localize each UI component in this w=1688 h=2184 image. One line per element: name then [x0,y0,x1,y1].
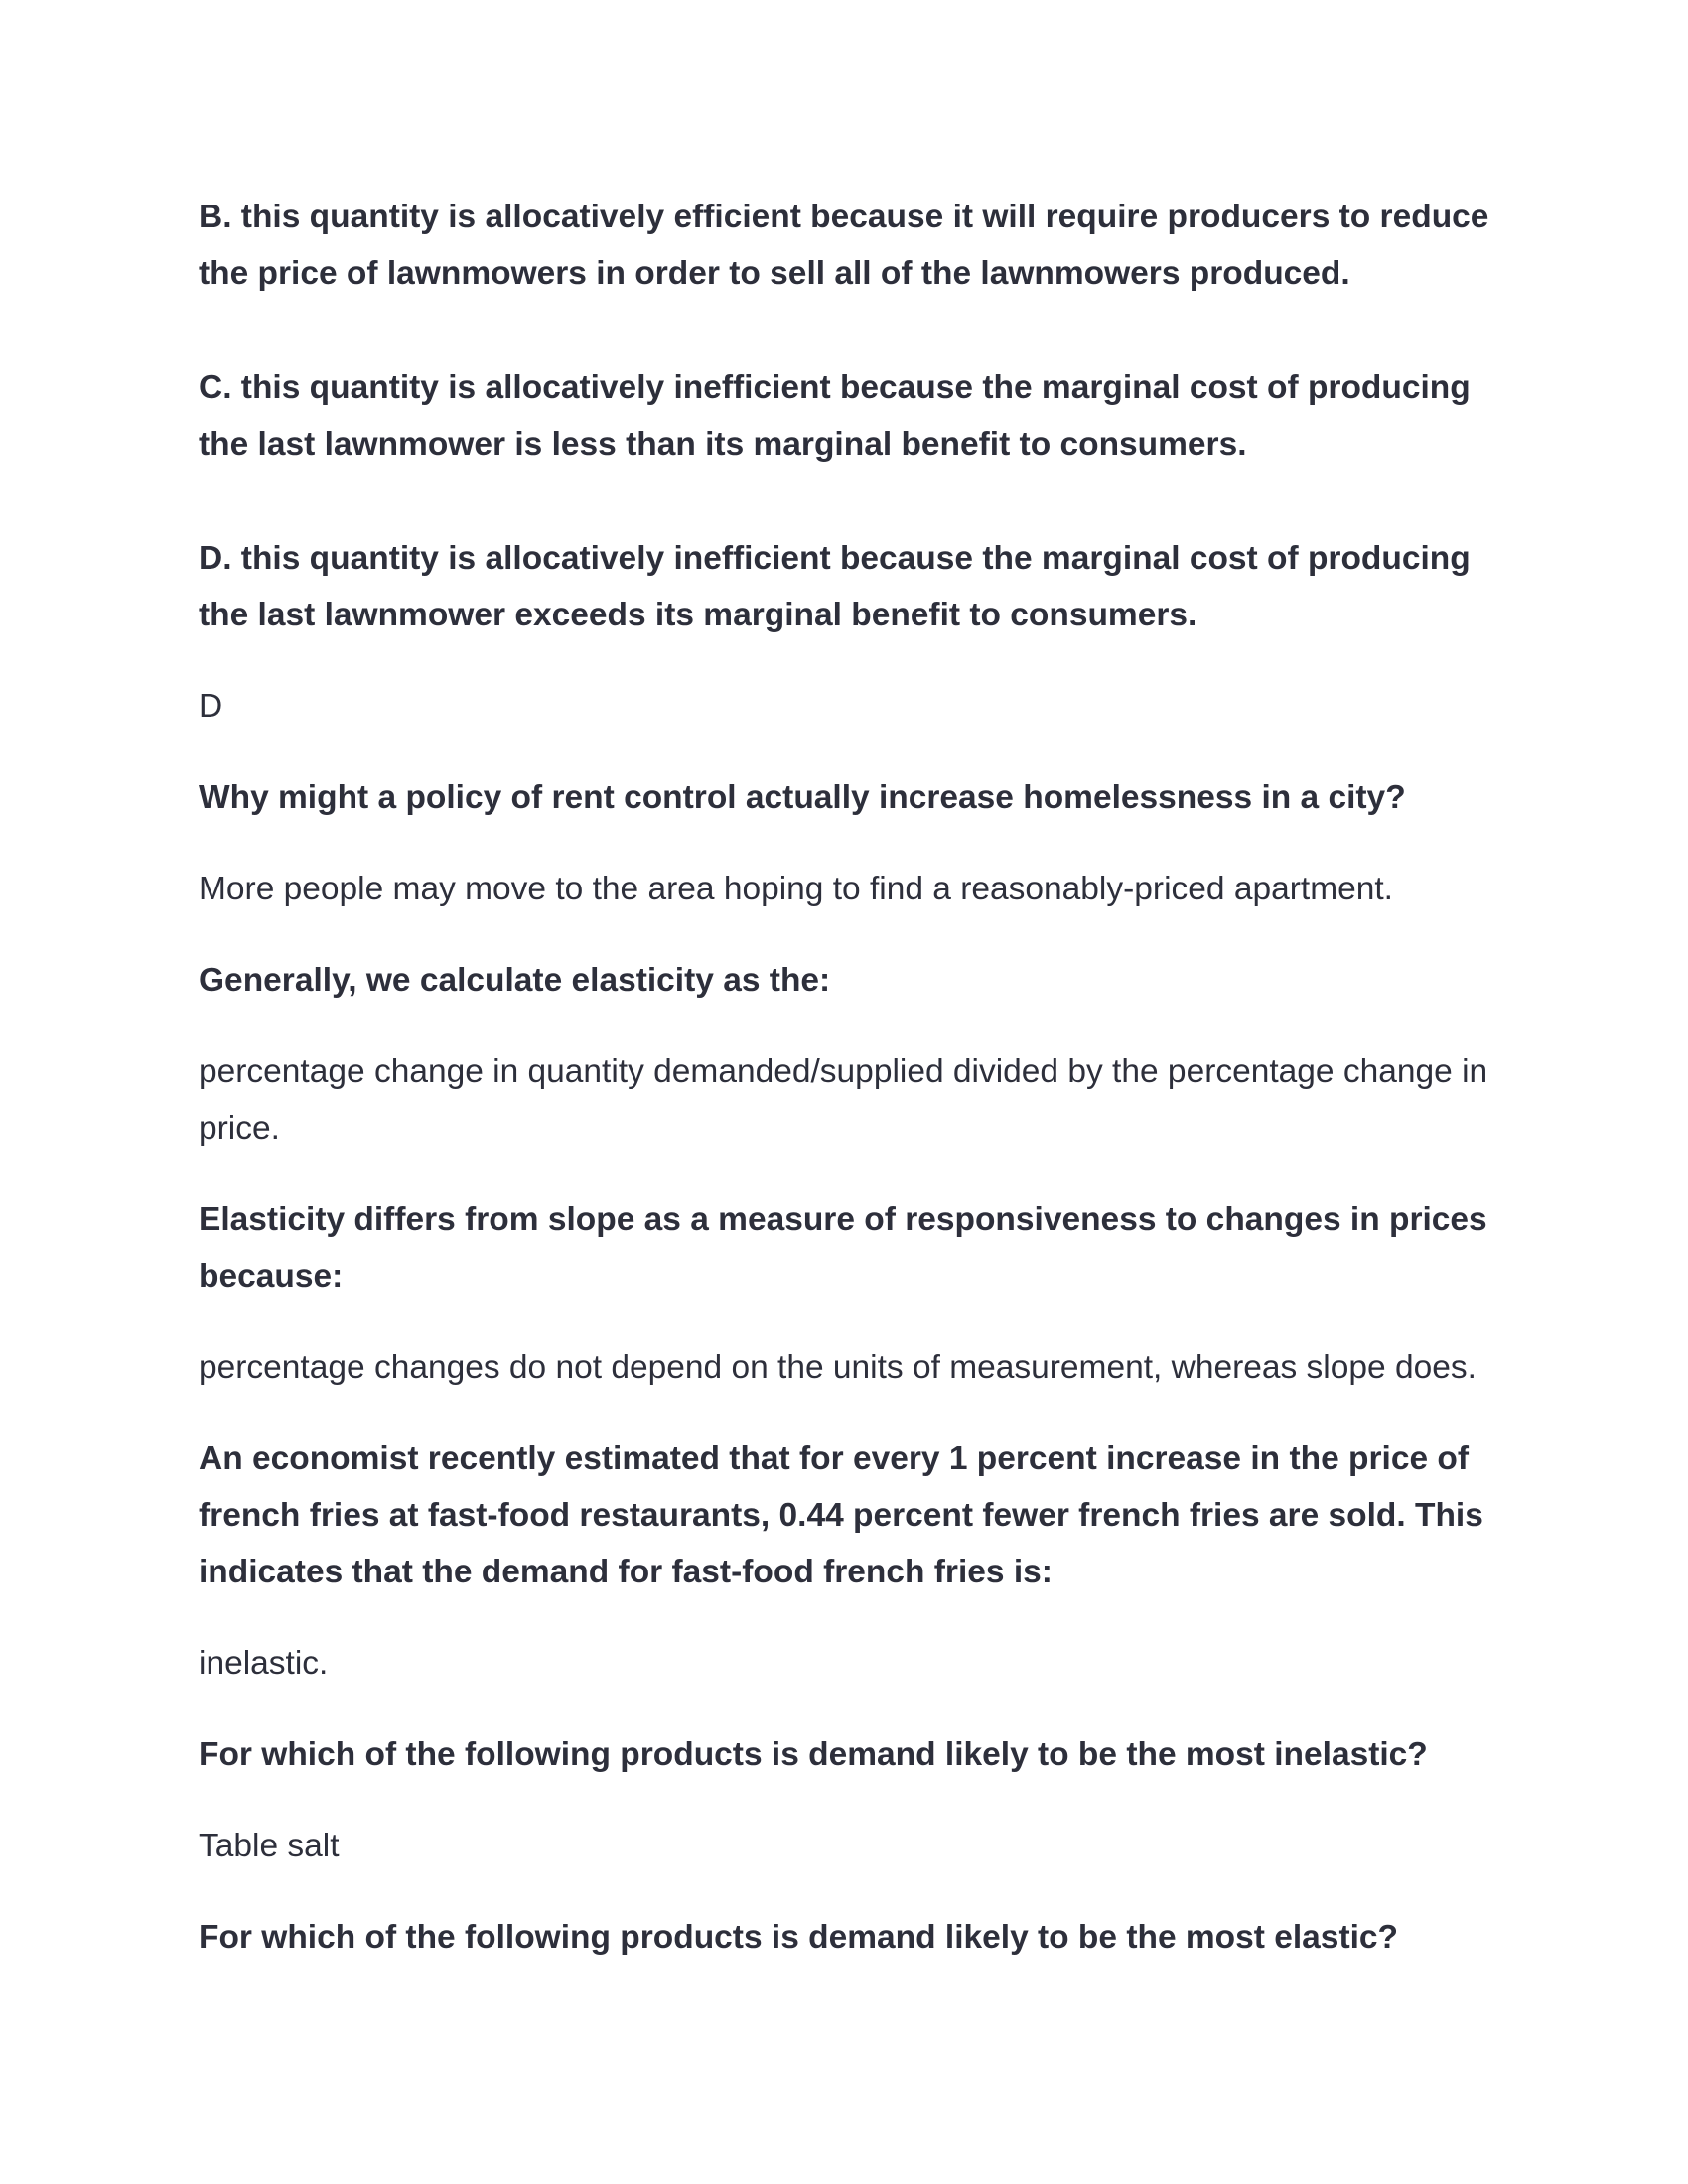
question-2-text: Why might a policy of rent control actually increase homelessness in a city? [199,779,1406,816]
question-4-text: Elasticity differs from slope as a measure of responsiveness to changes in prices because: [199,1201,1487,1295]
question-6-text: For which of the following products is demand likely to be the most inelastic? [199,1736,1428,1773]
option-c-text: C. this quantity is allocatively inefficient because the marginal cost of producing the last lawnmower is less than its marginal benefit to consumers. [199,369,1471,463]
answer-4-text: percentage changes do not depend on the units of measurement, whereas slope does. [199,1349,1477,1386]
answer-1-text: D [199,688,223,725]
answer-2-text: More people may move to the area hoping to find a reasonably-priced apartment. [199,871,1393,907]
answer-5-text: inelastic. [199,1645,329,1682]
question-3-text: Generally, we calculate elasticity as the: [199,962,831,999]
option-b-text: B. this quantity is allocatively efficient because it will require producers to reduce the price of lawnmowers in order to sell all of the lawnmowers produced. [199,199,1489,292]
question-5-text: An economist recently estimated that for every 1 percent increase in the price of french fries at fast-food restaurants, 0.44 percent fewer french fries are sold. This indicates that the demand for fast-food french fries is: [199,1440,1483,1590]
answer-6-text: Table salt [199,1828,340,1864]
document-page [199,189,1509,1966]
question-7-text: For which of the following products is demand likely to be the most elastic? [199,1919,1398,1956]
answer-3-text: percentage change in quantity demanded/supplied divided by the percentage change in price. [199,1053,1488,1147]
option-d-text: D. this quantity is allocatively inefficient because the marginal cost of producing the last lawnmower exceeds its marginal benefit to consumers. [199,540,1471,633]
